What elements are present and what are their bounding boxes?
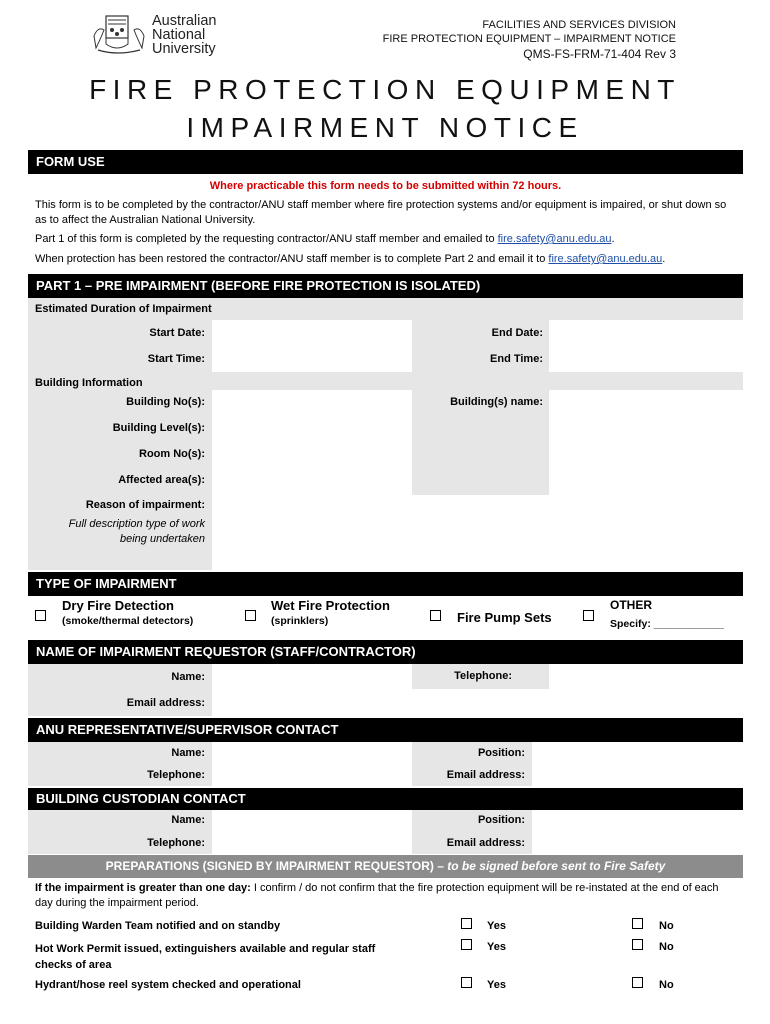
logo-line-3: University bbox=[152, 41, 216, 57]
fire-pump-sets-label: Fire Pump Sets bbox=[457, 610, 552, 625]
division-label: FACILITIES AND SERVICES DIVISION bbox=[482, 19, 676, 31]
prep-item-3-yes-label: Yes bbox=[487, 979, 506, 991]
page-title-line-2: IMPAIRMENT NOTICE bbox=[186, 112, 584, 143]
prep-item-1-yes-checkbox[interactable] bbox=[461, 918, 472, 929]
start-date-field[interactable] bbox=[214, 322, 410, 344]
start-time-field[interactable] bbox=[214, 346, 410, 370]
custodian-name-field[interactable] bbox=[214, 811, 410, 831]
part1-heading: PART 1 – PRE IMPAIRMENT (BEFORE FIRE PROTECTION IS ISOLATED) bbox=[28, 274, 743, 298]
document-title-header: FIRE PROTECTION EQUIPMENT – IMPAIRMENT NOTICE bbox=[382, 33, 676, 45]
end-date-label: End Date: bbox=[491, 327, 543, 339]
other-checkbox[interactable] bbox=[583, 610, 594, 621]
dry-fire-detection-label: Dry Fire Detection bbox=[62, 598, 174, 613]
requestor-telephone-field[interactable] bbox=[551, 666, 741, 688]
requestor-name-field[interactable] bbox=[214, 666, 410, 688]
reason-label: Reason of impairment: bbox=[85, 499, 205, 511]
building-name-field[interactable] bbox=[551, 392, 741, 492]
building-no-label: Building No(s): bbox=[126, 396, 205, 408]
affected-area-label: Affected area(s): bbox=[118, 474, 205, 486]
prep-item-3-no-label: No bbox=[659, 979, 674, 991]
form-use-heading: FORM USE bbox=[28, 150, 743, 174]
room-no-field[interactable] bbox=[214, 444, 410, 466]
logo-line-2: National bbox=[152, 27, 206, 43]
prep-item-2-label: Hot Work Permit issued, extinguishers available and regular staff checks of area bbox=[35, 943, 376, 971]
anu-rep-name-label: Name: bbox=[171, 747, 205, 759]
custodian-heading: BUILDING CUSTODIAN CONTACT bbox=[28, 788, 743, 810]
requestor-telephone-label: Telephone: bbox=[454, 670, 512, 682]
other-specify-field[interactable]: Specify: ____________ bbox=[610, 618, 724, 630]
form-use-paragraph-1: This form is to be completed by the contractor/ANU staff member where fire protection systems and/or equipment is impaired, or shut down so as to affect the Australian National University. bbox=[35, 199, 727, 226]
end-date-field[interactable] bbox=[551, 322, 741, 344]
page-title-line-1: FIRE PROTECTION EQUIPMENT bbox=[89, 74, 681, 105]
anu-rep-heading: ANU REPRESENTATIVE/SUPERVISOR CONTACT bbox=[28, 718, 743, 742]
room-no-label: Room No(s): bbox=[139, 448, 205, 460]
other-label: OTHER bbox=[610, 598, 652, 612]
logo-line-1: Australian bbox=[152, 13, 217, 29]
end-time-label: End Time: bbox=[490, 353, 543, 365]
anu-rep-name-field[interactable] bbox=[214, 743, 410, 763]
prep-item-2-no-label: No bbox=[659, 941, 674, 953]
custodian-name-label: Name: bbox=[171, 814, 205, 826]
paragraph-3-end: . bbox=[662, 253, 666, 265]
university-logo-text bbox=[152, 14, 216, 56]
prep-item-2-yes-checkbox[interactable] bbox=[461, 939, 472, 950]
preparations-intro bbox=[35, 881, 735, 911]
prep-item-1-no-label: No bbox=[659, 920, 674, 932]
submission-warning: Where practicable this form needs to be submitted within 72 hours. bbox=[209, 180, 562, 192]
custodian-position-field[interactable] bbox=[534, 811, 741, 831]
preparations-intro-bold: If the impairment is greater than one day: bbox=[35, 882, 251, 894]
building-info-heading: Building Information bbox=[35, 377, 143, 389]
dry-fire-detection-sub: (smoke/thermal detectors) bbox=[62, 615, 194, 627]
anu-rep-email-field[interactable] bbox=[534, 765, 741, 785]
anu-rep-telephone-field[interactable] bbox=[214, 765, 410, 785]
anu-rep-position-label: Position: bbox=[477, 747, 525, 759]
requestor-heading: NAME OF IMPAIRMENT REQUESTOR (STAFF/CONTRACTOR) bbox=[28, 640, 743, 664]
fire-safety-email-link-2[interactable]: fire.safety@anu.edu.au bbox=[548, 253, 663, 265]
preparations-intro-text: I confirm / do not confirm that the fire protection equipment will be re-instated at the end of each day during the impairment period. bbox=[35, 882, 719, 909]
paragraph-2-text: Part 1 of this form is completed by the requesting contractor/ANU staff member and emailed to bbox=[35, 233, 498, 245]
document-code: QMS-FS-FRM-71-404 Rev 3 bbox=[523, 47, 676, 61]
custodian-email-label: Email address: bbox=[446, 837, 525, 849]
building-level-label: Building Level(s): bbox=[112, 422, 205, 434]
anu-crest-icon bbox=[92, 14, 146, 56]
requestor-name-label: Name: bbox=[171, 671, 205, 683]
fire-pump-sets-checkbox[interactable] bbox=[430, 610, 441, 621]
requestor-email-field[interactable] bbox=[214, 692, 741, 714]
prep-item-1-no-checkbox[interactable] bbox=[632, 918, 643, 929]
reason-field[interactable] bbox=[214, 496, 741, 568]
prep-item-1-yes-label: Yes bbox=[487, 920, 506, 932]
custodian-position-label: Position: bbox=[477, 814, 525, 826]
prep-item-1-label: Building Warden Team notified and on standby bbox=[35, 920, 281, 932]
fire-safety-email-link[interactable]: fire.safety@anu.edu.au bbox=[497, 233, 612, 245]
prep-item-3-yes-checkbox[interactable] bbox=[461, 977, 472, 988]
preparations-heading bbox=[28, 855, 743, 878]
custodian-telephone-field[interactable] bbox=[214, 833, 410, 853]
end-time-field[interactable] bbox=[551, 346, 741, 370]
prep-item-3-label: Hydrant/hose reel system checked and operational bbox=[35, 979, 301, 991]
paragraph-3-text: When protection has been restored the contractor/ANU staff member is to complete Part 2 and email it to bbox=[35, 253, 549, 265]
form-use-paragraph-3 bbox=[35, 252, 740, 267]
prep-item-2-yes-label: Yes bbox=[487, 941, 506, 953]
building-no-field[interactable] bbox=[214, 392, 410, 414]
preparations-heading-note: to be signed before sent to Fire Safety bbox=[447, 859, 666, 873]
requestor-email-label: Email address: bbox=[126, 697, 205, 709]
reason-note-2: being undertaken bbox=[119, 533, 205, 545]
custodian-email-field[interactable] bbox=[534, 833, 741, 853]
start-time-label: Start Time: bbox=[147, 353, 205, 365]
prep-item-3-no-checkbox[interactable] bbox=[632, 977, 643, 988]
building-level-field[interactable] bbox=[214, 418, 410, 440]
duration-heading: Estimated Duration of Impairment bbox=[35, 303, 212, 315]
preparations-heading-text: PREPARATIONS (SIGNED BY IMPAIRMENT REQUESTOR) – bbox=[105, 859, 448, 873]
wet-fire-protection-sub: (sprinklers) bbox=[271, 615, 329, 627]
anu-rep-telephone-label: Telephone: bbox=[147, 769, 205, 781]
anu-rep-email-label: Email address: bbox=[446, 769, 525, 781]
type-of-impairment-heading: TYPE OF IMPAIRMENT bbox=[28, 572, 743, 596]
anu-rep-position-field[interactable] bbox=[534, 743, 741, 763]
dry-fire-detection-checkbox[interactable] bbox=[35, 610, 46, 621]
paragraph-2-end: . bbox=[611, 233, 615, 245]
wet-fire-protection-label: Wet Fire Protection bbox=[271, 598, 390, 613]
form-use-paragraph-2 bbox=[35, 232, 740, 247]
custodian-telephone-label: Telephone: bbox=[147, 837, 205, 849]
start-date-label: Start Date: bbox=[149, 327, 205, 339]
building-name-label: Building(s) name: bbox=[450, 396, 543, 408]
affected-area-field[interactable] bbox=[214, 470, 410, 492]
wet-fire-protection-checkbox[interactable] bbox=[245, 610, 256, 621]
reason-note-1: Full description type of work bbox=[68, 518, 205, 530]
prep-item-2-no-checkbox[interactable] bbox=[632, 939, 643, 950]
